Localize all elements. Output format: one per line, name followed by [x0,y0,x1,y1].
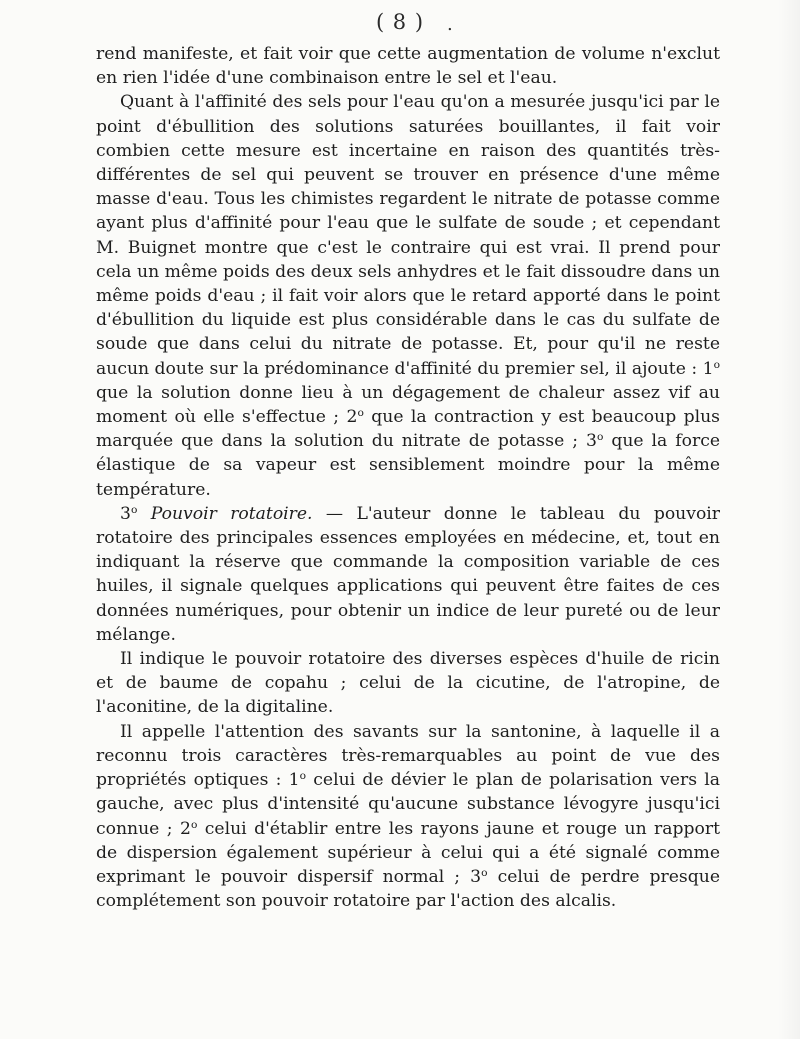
ordinal-mark: o [357,406,364,420]
affinity-point-3: que la force élastique de sa vapeur est sensiblement moindre pour la même température. [96,431,720,500]
paragraph-santonine: Il appelle l'attention des savants sur la santonine, à laquelle il a reconnu trois caractères très-remarquables au point de vue des propriétés optiques : 1$^o$ celui de dévier le plan de polarisation vers la gauche, avec plus d'intensité qu'aucune substance lévogyre jusqu'ici connue ; 2$^o$ celui d'établir entre les rayons jaune et rouge un rapport de dispersion également supérieur à celui qui a été signalé comme exprimant le pouvoir dispersif normal ; 3$^o$ celui de perdre presque complétement son pouvoir rotatoire par l'action des alcalis. [96,721,721,912]
paragraph-affinity: Quant à l'affinité des sels pour l'eau qu'on a mesurée jusqu'ici par le point d'ébullition des solutions saturées bouillantes, il fait voir combien cette mesure est incertaine en raison des quantités très-différentes de sel qui peuvent se trouver en présence d'une même masse d'eau. Tous les chimistes regardent le nitrate de potasse comme ayant plus d'affinité pour l'eau que le sulfate de soude ; et cependant M. Buignet montre que c'est le contraire qui est vrai. Il prend pour cela un même poids des deux sels anhydres et le fait dissoudre dans un même poids d'eau ; il fait voir alors que le retard apporté dans le point d'ébullition du liquide est plus considérable dans le cas du sulfate de soude que dans celui du nitrate de potasse. Et, pour qu'il ne reste aucun doute sur la prédominance d'affinité du premier sel, il ajoute : 1$^o$ que la solution donne lieu à un dégagement de chaleur assez vif au moment où elle s'effectue ; 2$^o$ que la contraction y est beaucoup plus marquée que dans la solution du nitrate de potasse ; 3$^o$ que la force élastique de sa vapeur est sensiblement moindre pour la même température. [96,92,720,500]
rotatory-power-text: — L'auteur donne le tableau du pouvoir rotatoire des principales essences employées en médecine, et, tout en indiquant la réserve que commande la composition variable de ces huiles, il signale quelques applications qui peuvent être faites de ces données numériques, pour obtenir un indice de leur pureté ou de leur mélange. [96,503,721,645]
ordinal-mark: o [713,357,720,371]
santonine-point-1: celui de dévier le plan de polarisation vers la gauche, avec plus d'intensité qu'aucune substance lévogyre jusqu'ici connue ; [96,770,720,839]
page-edge-shadow [778,0,800,1039]
affinity-point-1: que la solution donne lieu à un dégagement de chaleur assez vif au moment où elle s'effectue ; [96,382,720,428]
santonine-point-2: celui d'établir entre les rayons jaune et rouge un rapport de dispersion également supérieur à celui qui a été signalé comme exprimant le pouvoir dispersif normal ; [96,818,721,887]
section-heading: Pouvoir rotatoire. [150,503,313,524]
ordinal-mark: o [299,769,307,783]
paragraph-continuation: rend manifeste, et fait voir que cette augmentation de volume n'exclut en rien l'idée d'une combinaison entre le sel et l'eau. [96,44,720,89]
santonine-point-3: celui de perdre presque complétement son pouvoir rotatoire par l'action des alcalis. [96,866,721,912]
ordinal-mark: o [190,817,198,831]
paragraph-oils: Il indique le pouvoir rotatoire des diverses espèces d'huile de ricin et de baume de copahu ; celui de la cicutine, de l'atropine, de l'aconitine, de la digitaline. [96,649,720,718]
paragraph-rotatory-power: 3$^o$ Pouvoir rotatoire. — L'auteur donne le tableau du pouvoir rotatoire des principales essences employées en médecine, et, tout en indiquant la réserve que commande la composition variable de ces huiles, il signale quelques applications qui peuvent être faites de ces données numériques, pour obtenir un indice de leur pureté ou de leur mélange. [96,503,721,645]
page-number-text: ( 8 ) [375,10,425,34]
page-number [0,10,800,34]
affinity-text: Quant à l'affinité des sels pour l'eau qu'on a mesurée jusqu'ici par le point d'ébullition des solutions saturées bouillantes, il fait voir combien cette mesure est incertaine en raison des quantités très-différentes de sel qui peuvent se trouver en présence d'une même masse d'eau. Tous les chimistes regardent le nitrate de potasse comme ayant plus d'affinité pour l'eau que le sulfate de soude ; et cependant M. Buignet montre que c'est le contraire qui est vrai. Il prend pour cela un même poids des deux sels anhydres et le fait dissoudre dans un même poids d'eau ; il fait voir alors que le retard apporté dans le point d'ébullition du liquide est plus considérable dans le cas du sulfate de soude que dans celui du nitrate de potasse. Et, pour qu'il ne reste aucun doute sur la prédominance d'affinité du premier sel, il ajoute : [96,92,720,379]
page-body [96,42,720,913]
affinity-point-2: que la contraction y est beaucoup plus marquée que dans la solution du nitrate de potasse ; [96,407,720,452]
ordinal-mark: o [481,866,488,880]
page-mark-dot: . [447,14,454,35]
ordinal-mark: o [596,430,604,444]
ordinal-mark: o [130,503,138,516]
santonine-intro: Il appelle l'attention des savants sur la santonine, à laquelle il a reconnu trois caractères très-remarquables au point de vue des propriétés optiques : [96,721,720,791]
